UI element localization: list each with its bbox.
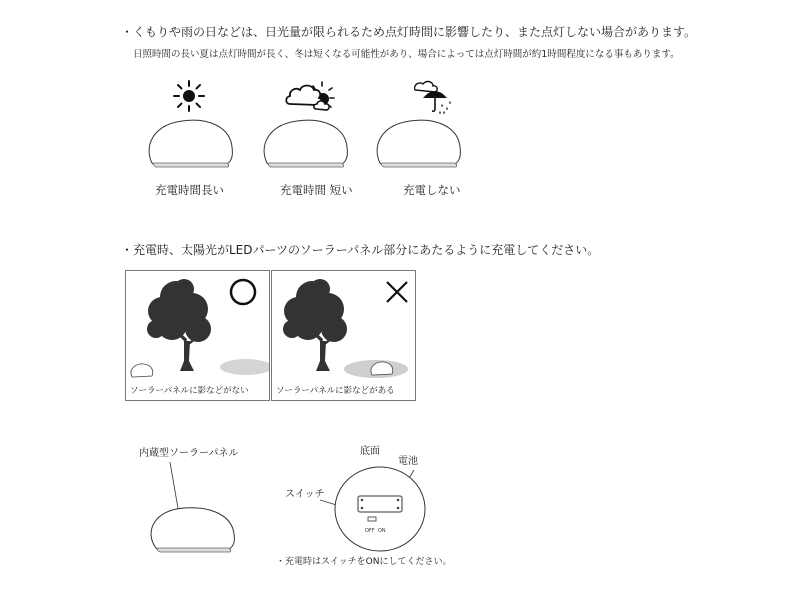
rain-umbrella-icon bbox=[411, 80, 455, 120]
sun-icon bbox=[172, 80, 206, 112]
bottom-view bbox=[320, 462, 430, 554]
circle-mark-icon bbox=[228, 277, 258, 307]
switch-icon bbox=[368, 517, 376, 521]
battery-label: 電池 bbox=[398, 456, 418, 467]
note-weather-detail: 日照時間の長い夏は点灯時間が長く、冬は短くなる可能性があり、場合によっては点灯時間が約1時間程度になる事もあります。 bbox=[133, 49, 680, 60]
bottom-label: 底面 bbox=[360, 446, 380, 457]
panel-no-shadow bbox=[125, 270, 270, 401]
solar-stone-light bbox=[261, 117, 351, 173]
solar-stone-light bbox=[146, 117, 236, 173]
note-weather: ・くもりや雨の日などは、日光量が限られるため点灯時間に影響したり、また点灯しない場合があります。 bbox=[121, 25, 697, 39]
stone-side-view bbox=[140, 458, 250, 558]
caption-no-charge: 充電しない bbox=[403, 183, 461, 197]
panel-caption: ソーラーパネルに影などがある bbox=[276, 386, 395, 396]
note-charging: ・充電時、太陽光がLEDパーツのソーラーパネル部分にあたるように充電してください。 bbox=[121, 243, 600, 257]
caption-long-charge: 充電時間長い bbox=[155, 183, 224, 197]
cloud-sun-icon bbox=[284, 80, 338, 114]
solar-stone-light bbox=[374, 117, 464, 173]
cross-mark-icon bbox=[384, 279, 410, 305]
switch-label: スイッチ bbox=[285, 489, 325, 500]
caption-short-charge: 充電時間 短い bbox=[280, 183, 353, 197]
panel-with-shadow bbox=[271, 270, 416, 401]
panel-caption: ソーラーパネルに影などがない bbox=[130, 386, 249, 396]
switch-on-label: ON bbox=[378, 528, 386, 534]
switch-off-label: OFF bbox=[365, 528, 375, 534]
solar-panel-label: 内蔵型ソーラーパネル bbox=[139, 448, 239, 459]
footnote-switch: ・充電時はスイッチをONにしてください。 bbox=[276, 557, 452, 567]
